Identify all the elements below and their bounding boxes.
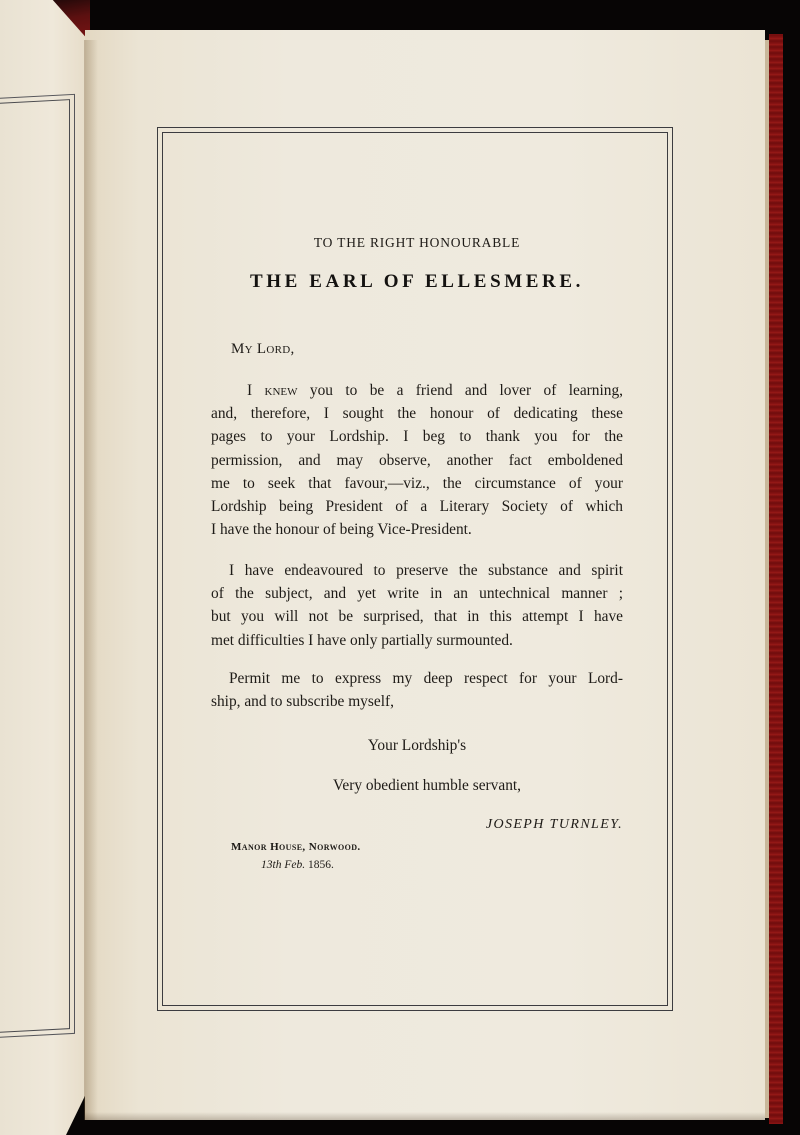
paragraph-line: I have endeavoured to preserve the substance and spirit [229,562,623,579]
book-cover-red-edge [769,34,783,1124]
paragraph-line: met difficulties I have only partially surmounted. [211,631,513,649]
paragraph-line: permission, and may observe, another fact emboldened [211,451,623,469]
page-bottom-shadow [85,1112,765,1120]
closing-line-2: Very obedient humble servant, [332,777,522,794]
paragraph-1 [211,379,623,541]
page-stack-edge [765,40,769,1118]
paragraph-3 [211,667,623,713]
dedicatee-name: THE EARL OF ELLESMERE. [249,271,584,292]
paragraph-line: Permit me to express my deep respect for your Lord- [229,670,623,687]
paragraph-line: I have the honour of being Vice-President. [211,521,472,539]
paragraph-line: and, therefore, I sought the honour of dedicating these [211,405,623,423]
paragraph-line: I knew you to be a friend and lover of learning, [247,382,623,399]
paragraph-line: Lordship being President of a Literary Society of which [211,498,623,516]
salutation: My Lord, [231,341,295,357]
left-page [0,0,88,1135]
paragraph-line: of the subject, and yet write in an untechnical manner ; [211,585,623,603]
closing-line-1: Your Lordship's [367,737,467,754]
dedication-to-line: TO THE RIGHT HONOURABLE [313,235,521,250]
dedication-page [85,30,765,1120]
spine-gutter-shadow [84,40,98,1120]
location-date: 13th Feb. 1856. [261,859,334,871]
paragraph-2 [211,559,623,652]
location-place: Manor House, Norwood. [231,841,361,853]
signature: JOSEPH TURNLEY. [485,817,623,832]
paragraph-line: ship, and to subscribe myself, [211,693,394,711]
paragraph-line: pages to your Lordship. I beg to thank you for the [211,428,623,446]
paragraph-line: but you will not be surprised, that in this attempt I have [211,608,623,626]
paragraph-line: me to seek that favour,—viz., the circumstance of your [211,474,623,492]
left-page-border-frame [0,99,70,1035]
